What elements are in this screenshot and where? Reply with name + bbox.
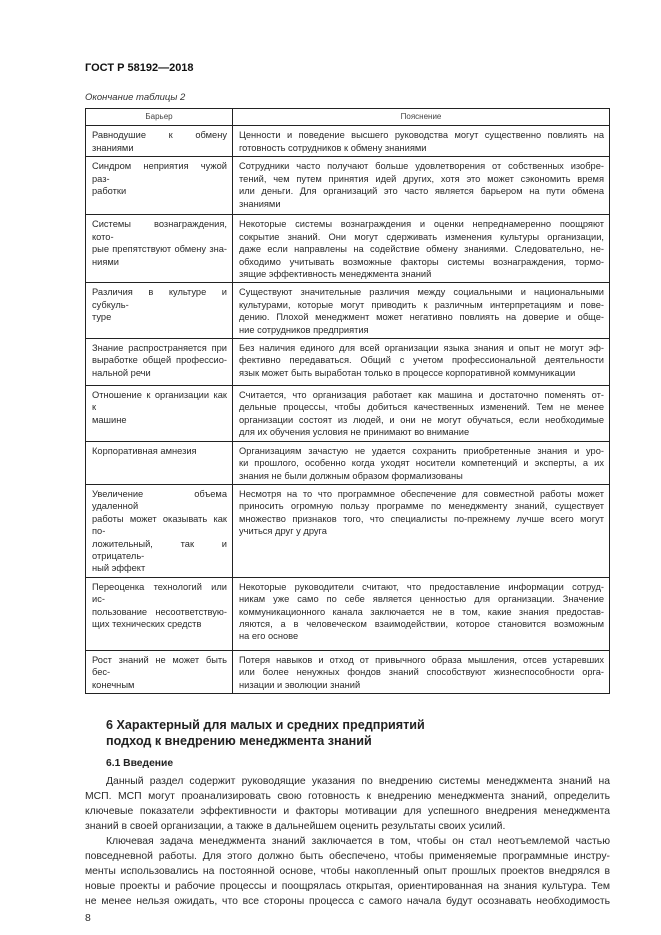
text-line: Ценности и поведение высшего руководства могут существенно повлиять на: [239, 130, 604, 141]
section-title: [106, 717, 610, 749]
section-body: [85, 774, 610, 909]
table-row: [86, 386, 610, 442]
text-line: ный эффект: [92, 563, 146, 574]
document-id-header: ГОСТ Р 58192—2018: [85, 62, 194, 74]
explanation-cell: [233, 339, 610, 386]
text-line: Считается, что организация работает как машина и достаточно поменять от-: [239, 390, 604, 401]
barrier-cell: [86, 215, 233, 283]
explanation-cell: [233, 215, 610, 283]
text-line: культурами, которые могут приводить к различным интерпретациям и пове-: [239, 299, 604, 310]
text-line: или более ненужных фондов знаний способствуют жизнеспособности орга-: [239, 667, 604, 678]
text-line: Знание распространяется при: [92, 343, 227, 354]
barrier-cell: [86, 283, 233, 339]
table-row: [86, 157, 610, 215]
text-line: никам уже само по себе является ценностью для организации. Значение: [239, 594, 604, 605]
text-line: множество признаков того, что специалисты по-прежнему лучше всего могут: [239, 513, 604, 524]
table-row: [86, 215, 610, 283]
text-line: знаниями: [239, 198, 281, 209]
text-line: низации и эволюции знаний: [239, 679, 361, 690]
text-line: коммуникационного канала заключается не в том, какие знания предостав-: [239, 606, 604, 617]
text-line: Ключевая задача менеджмента знаний заключается в том, чтобы он стал неотъемлемой частью: [106, 835, 610, 847]
text-line: для их обучения условия не принимают во внимание: [239, 427, 470, 438]
text-line: дению. Плохой менеджмент может негативно повлиять на доверие и обще-: [239, 312, 604, 323]
table-row: [86, 484, 610, 577]
text-line: Отношение к организации как к: [92, 390, 227, 413]
table-row: [86, 339, 610, 386]
text-line: работки: [92, 186, 127, 197]
text-line: тений, чем путем принятия идей других, хотя это может сэкономить время: [239, 173, 604, 184]
text-line: на его основе: [239, 631, 299, 642]
barrier-cell: [86, 386, 233, 442]
text-line: машине: [92, 414, 127, 425]
text-line: новые проекты и рабочие процессы и поощрялась открытая, ориентированная на знания культура. Тем: [85, 880, 610, 892]
text-line: приносить огромную пользу программе по менеджменту знаний, существует: [239, 501, 604, 512]
table-row: [86, 650, 610, 693]
text-line: обходимо учитывать возможные факторы системы вознаграждения, тормо-: [239, 256, 604, 267]
text-line: Данный раздел содержит руководящие указания по внедрению системы менеджмента знаний на: [106, 775, 610, 787]
text-line: Равнодушие к обмену знаниями: [92, 130, 227, 153]
text-line: ниями: [92, 256, 119, 267]
text-line: Рост знаний не может быть бес-: [92, 654, 227, 678]
text-line: Организациям зачастую не удается сохранить приобретенные знания и уро-: [239, 445, 604, 456]
text-line: не менее нельзя ожидать, что все стороны процесса с самого начала будут осознавать необходимость: [85, 895, 610, 907]
section-title-line: 6 Характерный для малых и средних предприятий: [106, 717, 425, 732]
table-row: [86, 577, 610, 650]
column-header-barrier: Барьер: [86, 109, 233, 126]
text-line: Корпоративная амнезия: [92, 445, 197, 456]
barrier-cell: [86, 441, 233, 484]
explanation-cell: [233, 441, 610, 484]
barrier-cell: [86, 126, 233, 157]
text-line: работы может оказывать как по-: [92, 513, 227, 537]
text-line: Переоценка технологий или ис-: [92, 581, 227, 605]
text-line: Существуют значительные различия между социальными и национальными: [239, 287, 604, 298]
explanation-cell: [233, 283, 610, 339]
text-line: даже если направлены на содействие обмену знаниями. Следовательно, не-: [239, 244, 604, 255]
text-line: ние сотрудников предприятия: [239, 324, 369, 335]
text-line: нальной речи: [92, 367, 151, 378]
barrier-cell: [86, 157, 233, 215]
text-line: Без наличия единого для всей организации языка знания и опыт не могут эф-: [239, 343, 604, 354]
text-line: Некоторые руководители считают, что предоставление информации сотруд-: [239, 581, 604, 592]
paragraph: [85, 774, 610, 834]
text-line: Синдром неприятия чужой раз-: [92, 161, 227, 184]
explanation-cell: [233, 157, 610, 215]
text-line: менты использовались на постоянной основе, чтобы накопленный опыт прошлых проектов внедрялся в: [85, 865, 610, 877]
text-line: конечным: [92, 679, 135, 690]
column-header-explanation: Пояснение: [233, 109, 610, 126]
text-line: язык может быть выработан только в процессе корпоративной коммуникации: [239, 367, 576, 378]
explanation-cell: [233, 650, 610, 693]
text-line: фективно передаваться. Общий с учетом профессиональной деятельности: [239, 355, 604, 366]
text-line: ляются, а в человеческом взаимодействии, которое становится возможным: [239, 618, 604, 629]
text-line: щих технических средств: [92, 618, 202, 629]
text-line: Несмотря на то что программное обеспечение для совместной работы может: [239, 488, 604, 499]
text-line: Различия в культуре и субкуль-: [92, 287, 227, 310]
table-row: [86, 441, 610, 484]
explanation-cell: [233, 126, 610, 157]
text-line: знаний в своей организации, а также в дальнейшем оценить результаты своих усилий.: [85, 820, 506, 832]
table-caption: Окончание таблицы 2: [85, 92, 186, 103]
text-line: организации состоят из людей, и они не могут обучаться, если необходимые: [239, 414, 604, 425]
text-line: Системы вознаграждения, кото-: [92, 219, 227, 242]
barrier-cell: [86, 577, 233, 650]
text-line: Сотрудники часто получают больше удовлетворения от собственных изобре-: [239, 161, 604, 172]
section-title-line: подход к внедрению менеджмента знаний: [106, 733, 372, 748]
page-content: [85, 108, 610, 926]
text-line: зящие эффективность менеджмента знаний: [239, 269, 432, 280]
text-line: ключевые показатели эффективности и факторы мотивации для успешного внедрения менеджмента: [85, 805, 610, 817]
text-line: Некоторые системы вознаграждения и оценки непреднамеренно поощряют: [239, 219, 604, 230]
table-row: [86, 126, 610, 157]
text-line: ки прошлого, особенно когда уходят носители компетенций и эксперты, а их: [239, 458, 604, 469]
explanation-cell: [233, 386, 610, 442]
text-line: Потеря навыков и отход от привычного образа мышления, отсев устаревших: [239, 654, 604, 665]
text-line: ложительный, так и отрицатель-: [92, 538, 227, 561]
explanation-cell: [233, 577, 610, 650]
table-row: [86, 283, 610, 339]
barrier-cell: [86, 650, 233, 693]
text-line: туре: [92, 312, 112, 323]
text-line: знания не были должным образом формализованы: [239, 470, 463, 481]
text-line: готовность сотрудников к обмену знаниями: [239, 142, 427, 153]
explanation-cell: [233, 484, 610, 577]
text-line: Увеличение объема удаленной: [92, 488, 227, 512]
text-line: учиться друг у друга: [239, 526, 327, 537]
page-number: 8: [85, 912, 91, 924]
subsection-title: 6.1 Введение: [106, 757, 174, 769]
table-header-row: [86, 109, 610, 126]
text-line: дельные процессы, чтобы добиться качественных изменений. Тем не менее: [239, 402, 604, 413]
text-line: рые препятствуют обмену зна-: [92, 244, 227, 255]
paragraph: [85, 834, 610, 909]
text-line: сокрытие знаний. Они могут сдерживать изменения культуры организации,: [239, 231, 604, 242]
text-line: или деньги. Для организаций это часто является барьером на пути обмена: [239, 186, 604, 197]
text-line: пользование несоответствую-: [92, 606, 227, 617]
text-line: выработке общей профессио-: [92, 355, 227, 366]
text-line: повседневной работы. Для этого должно быть обеспечено, чтобы применяемые программные инстру-: [85, 850, 610, 862]
text-line: МСП. МСП могут проанализировать свою готовность к внедрению менеджмента знаний, определить: [85, 790, 610, 802]
barrier-cell: [86, 339, 233, 386]
barrier-cell: [86, 484, 233, 577]
barriers-table: [85, 108, 610, 694]
